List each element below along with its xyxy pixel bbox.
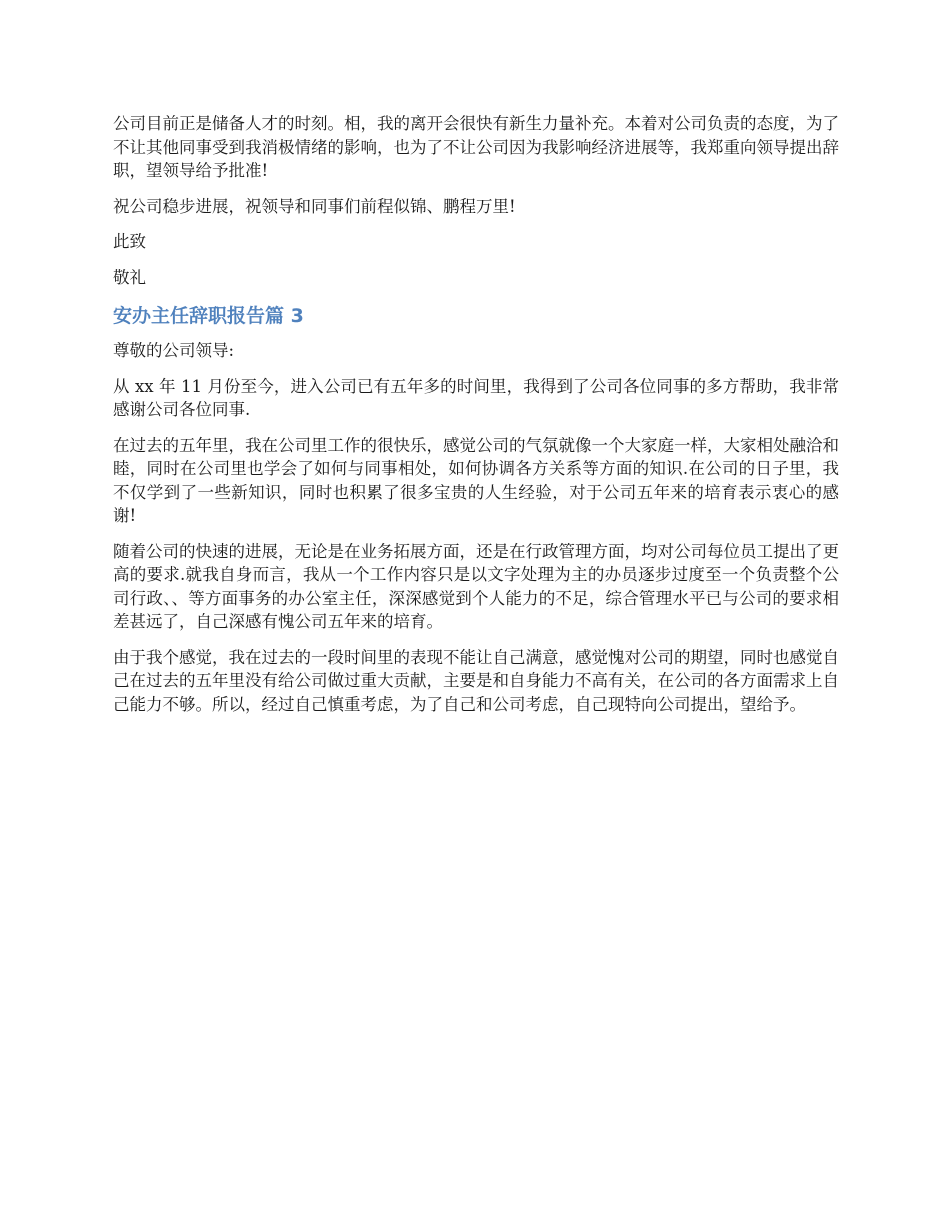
paragraph-salutation: 尊敬的公司领导: — [113, 341, 235, 360]
paragraph-closing-cizhi: 此致 — [113, 232, 146, 251]
paragraph-blessing: 祝公司稳步进展，祝领导和同事们前程似锦、鹏程万里! — [113, 196, 516, 216]
paragraph-company-reserve: 公司目前正是储备人才的时刻。相，我的离开会很快有新生力量补充。本着对公司负责的态度，为了不让其他同事受到我消极情绪的影响，也为了不让公司因为我影响经济进展等，我郑重向领导提出辞职，望领导给予批准! — [113, 114, 839, 180]
paragraph-company-development: 随着公司的快速的进展，无论是在业务拓展方面，还是在行政管理方面，均对公司每位员工提出了更高的要求.就我自身而言，我从一个工作内容只是以文字处理为主的办员逐步过度至一个负责整个公司行政、、等方面事务的办公室主任，深深感觉到个人能力的不足，综合管理水平已与公司的要求相差甚远了，自己深感有愧公司五年来的培育。 — [113, 541, 839, 631]
paragraph-since-xx: 从 xx 年 11 月份至今，进入公司已有五年多的时间里，我得到了公司各位同事的多方帮助，我非常感谢公司各位同事. — [113, 376, 839, 419]
document-page — [113, 112, 839, 728]
section-heading: 安办主任辞职报告篇 3 — [113, 305, 304, 327]
paragraph-closing-jingli: 敬礼 — [113, 267, 146, 287]
paragraph-reason: 由于我个感觉，我在过去的一段时间里的表现不能让自己满意，感觉愧对公司的期望，同时也感觉自己在过去的五年里没有给公司做过重大贡献，主要是和自身能力不高有关，在公司的各方面需求上自己能力不够。所以，经过自己慎重考虑，为了自己和公司考虑，自己现特向公司提出，望给予。 — [113, 647, 839, 714]
paragraph-past-five-years: 在过去的五年里，我在公司里工作的很快乐，感觉公司的气氛就像一个大家庭一样，大家相处融洽和睦，同时在公司里也学会了如何与同事相处，如何协调各方关系等方面的知识.在公司的日子里，我不仅学到了一些新知识，同时也积累了很多宝贵的人生经验，对于公司五年来的培育表示衷心的感谢! — [113, 435, 839, 525]
